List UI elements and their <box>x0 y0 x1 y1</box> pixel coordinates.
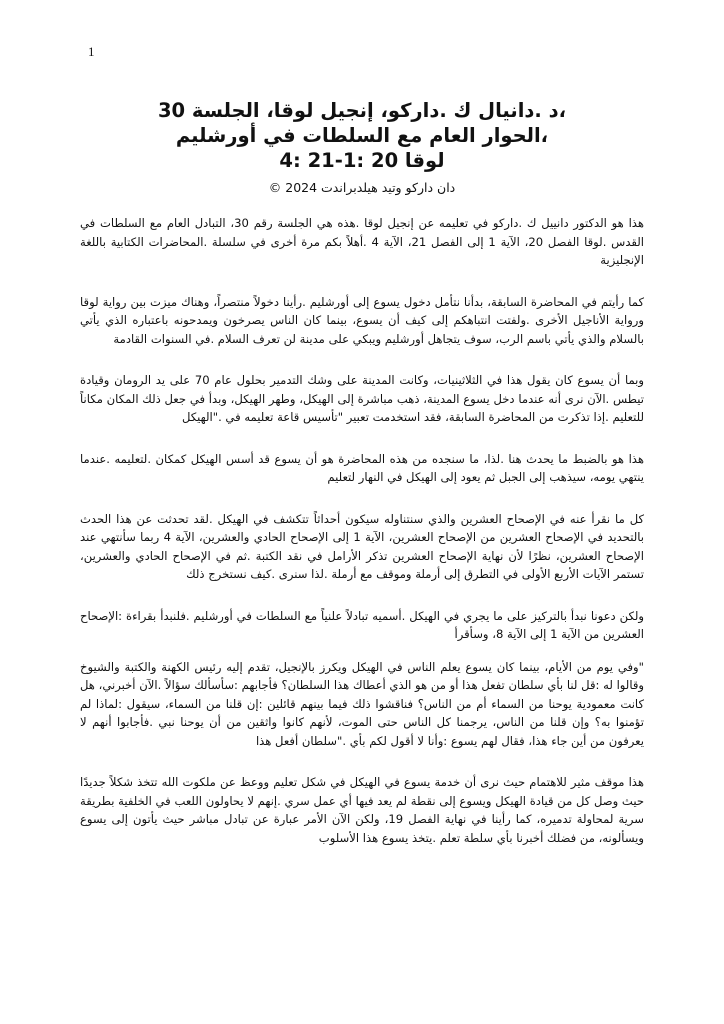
paragraph: ولكن دعونا نبدأ بالتركيز على ما يجري في الهيكل .أسميه تبادلاً علنياً مع السلطات في أورشليم .فلنبدأ بقراءة :الإصحاح العشرين من الآية 1 إلى الآية 8، وسأقرأ <box>80 608 644 641</box>
paragraph: هذا هو الدكتور دانييل ك .داركو في تعليمه عن إنجيل لوقا .هذه هي الجلسة رقم 30، التبادل العام مع السلطات في القدس .لوقا الفصل 20، الآية 1 إلى الفصل 21، الآية 4 .أهلاً بكم مرة أخرى في سلسلة .المحاضرات الكتابية باللغة الإنجليزية <box>80 216 645 267</box>
paragraph: كل ما نقرأ عنه في الإصحاح العشرين والذي سنتناوله سيكون أحداثاً تتكشف في الهيكل .لقد تحدثت عن هذا الحدث بالتحديد في الإصحاح العشرين من الإصحاح العشرين، الآية 1 إلى الإصحاح الحادي والعشرين، الآية 4 ربما سأنتهي عند الإصحاح العشرين، نظرًا لأن نهاية الإصحاح العشرين تذكر الأرامل في نقد الكتبة .ثم في الإصحاح الحادي والعشرين، تستمر الآيات الأربع الأولى في التطرق إلى أرملة وموقف مع أرملة .لذا سنرى .كيف نستخرج ذلك <box>80 511 644 581</box>
copyright-line: دان داركو وتيد هيلدبراندت 2024 © <box>268 180 456 195</box>
paragraph: وبما أن يسوع كان يقول هذا في الثلاثينيات، وكانت المدينة على وشك التدمير بحلول عام 70 على يد الرومان وقيادة تيطس .الآن نرى أنه عندما دخل يسوع المدينة، ذهب مباشرة إلى الهيكل، وطهر الهيكل، وبدأ في جعل ذلك المكان مكاناً للتعليم .إذا تذكرت من المحاضرة السابقة، فقد استخدمت تعبير "تأسيس قاعة تعليمه في ."الهيكل <box>80 373 644 424</box>
document-body <box>80 214 644 870</box>
paragraph: هذا هو بالضبط ما يحدث هنا .لذا، ما سنجده من هذه المحاضرة هو أن يسوع قد أسس الهيكل كمكان .لتعليمه .عندما ينتهي يومه، سيذهب إلى الجبل ثم يعود إلى الهيكل في النهار لتعليم <box>80 451 644 484</box>
quotation-paragraph: "وفي يوم من الأيام، بينما كان يسوع يعلم الناس في الهيكل ويكرز بالإنجيل، تقدم إليه رئيس الكهنة والكتبة والشيوخ وقالوا له :قل لنا بأي سلطان تفعل هذا أو من هو الذي أعطاك هذا السلطان؟ فأجابهم :سأسألك سؤالاً .الآن أخبرني، هل كانت معمودية يوحنا من السماء أم من الناس؟ فناقشوا ذلك فيما بينهم قائلين :إن قلنا من السماء، سيقول :لماذا لم تؤمنوا به؟ وإن قلنا من الناس، يرجمنا كل الناس حتى الموت، لأنهم كانوا واثقين من أن يوحنا نبي .فأجابوا أنهم لا يعرفون من أين جاء هذا، فقال لهم يسوع :وأنا لا أقول لكم بأي ."سلطان أفعل هذا <box>80 659 644 748</box>
paragraph: كما رأيتم في المحاضرة السابقة، بدأنا نتأمل دخول يسوع إلى أورشليم .رأينا دخولاً منتصراً، وهناك ميزت بين رواية لوقا ورواية الأناجيل الأخرى .ولفتت انتباهكم إلى كيف أن يسوع، بينما كان الناس يصرخون ويمدحونه باعتباره الذي يأتي بالسلام والذي يأتي باسم الرب، سوف يتجاهل أورشليم ويبكي على مدينة لن تعرف السلام .في السنوات القادمة <box>80 294 644 346</box>
paragraph: هذا موقف مثير للاهتمام حيث نرى أن خدمة يسوع في الهيكل في شكل تعليم ووعظ عن ملكوت الله تتخذ شكلاً جديدًا حيث وصل كل من قيادة الهيكل ويسوع إلى نقطة لم يعد فيها أي عمل سري .إنهم لا يحاولون اللعب في الخلفية بطريقة سرية لمحاولة تدميره، كما رأينا في نهاية الفصل 19، ولكن الآن الأمر عبارة عن تبادل مباشر حيث يأتون إلى يسوع ويسألونه، من فضلك أخبرنا بأي سلطة تعلم .يتخذ يسوع هذا الأسلوب <box>80 775 645 845</box>
document-title <box>80 98 644 173</box>
page-number: 1 <box>88 44 95 59</box>
title-line-3: لوقا 20 :1-21 :4 <box>279 149 445 172</box>
title-line-2: ،الحوار العام مع السلطات في أورشليم <box>175 124 549 147</box>
title-line-1: ،د .دانيال ك .داركو، إنجيل لوقا، الجلسة 30 <box>157 99 567 122</box>
